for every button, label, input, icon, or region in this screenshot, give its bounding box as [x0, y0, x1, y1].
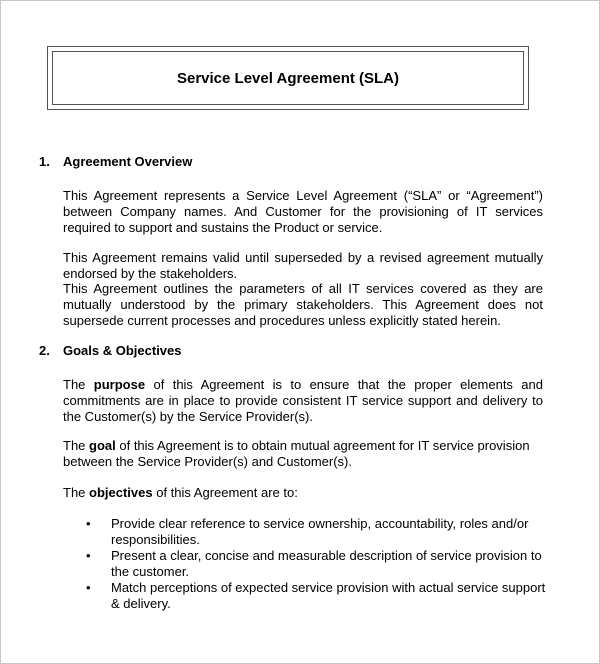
document-title: Service Level Agreement (SLA) — [176, 69, 400, 87]
objectives-intro — [63, 485, 543, 501]
overview-paragraph-2: This Agreement remains valid until superseded by a revised agreement mutually endorsed by the stakeholders. — [63, 250, 543, 281]
list-item — [86, 580, 546, 612]
section-title: Agreement Overview — [63, 154, 193, 169]
title-box — [47, 46, 529, 110]
title-box-inner — [52, 51, 524, 105]
goal-keyword: goal — [89, 438, 116, 453]
purpose-pre: The — [63, 377, 94, 392]
list-item — [86, 548, 546, 580]
goal-pre: The — [63, 438, 90, 453]
bullet-icon: • — [86, 580, 91, 595]
objectives-post: of this Agreement are to: — [152, 485, 298, 500]
section-title: Goals & Objectives — [63, 343, 182, 358]
bullet-icon: • — [86, 548, 91, 563]
section-heading-agreement-overview — [39, 154, 192, 169]
objectives-list — [86, 516, 546, 612]
goal-paragraph — [63, 438, 543, 470]
section-number: 2. — [39, 343, 50, 358]
objectives-pre: The — [63, 485, 90, 500]
list-item-text: Present a clear, concise and measurable description of service provision to the customer. — [111, 548, 542, 579]
overview-paragraph-1: This Agreement represents a Service Level Agreement (“SLA” or “Agreement”) between Company names. And Customer for the provisioning of IT services required to support and sustains the Product or service. — [63, 188, 543, 235]
list-item-text: Provide clear reference to service ownership, accountability, roles and/or responsibilities. — [111, 516, 529, 547]
objectives-keyword: objectives — [89, 485, 153, 500]
list-item-text: Match perceptions of expected service provision with actual service support & delivery. — [111, 580, 546, 611]
purpose-post: of this Agreement is to ensure that the proper elements and commitments are in place to provide consistent IT service support and delivery to the Customer(s) by the Service Provider(s). — [63, 377, 543, 424]
bullet-icon: • — [86, 516, 91, 531]
section-heading-goals-objectives — [39, 343, 182, 358]
goal-post: of this Agreement is to obtain mutual agreement for IT service provision between the Service Provider(s) and Customer(s). — [63, 438, 530, 469]
purpose-keyword: purpose — [93, 377, 146, 392]
purpose-paragraph — [63, 377, 543, 425]
list-item — [86, 516, 546, 548]
section-number: 1. — [39, 154, 50, 169]
overview-paragraph-3: This Agreement outlines the parameters of all IT services covered as they are mutually understood by the primary stakeholders. This Agreement does not supersede current processes and procedures unless explicitly stated herein. — [63, 281, 543, 328]
